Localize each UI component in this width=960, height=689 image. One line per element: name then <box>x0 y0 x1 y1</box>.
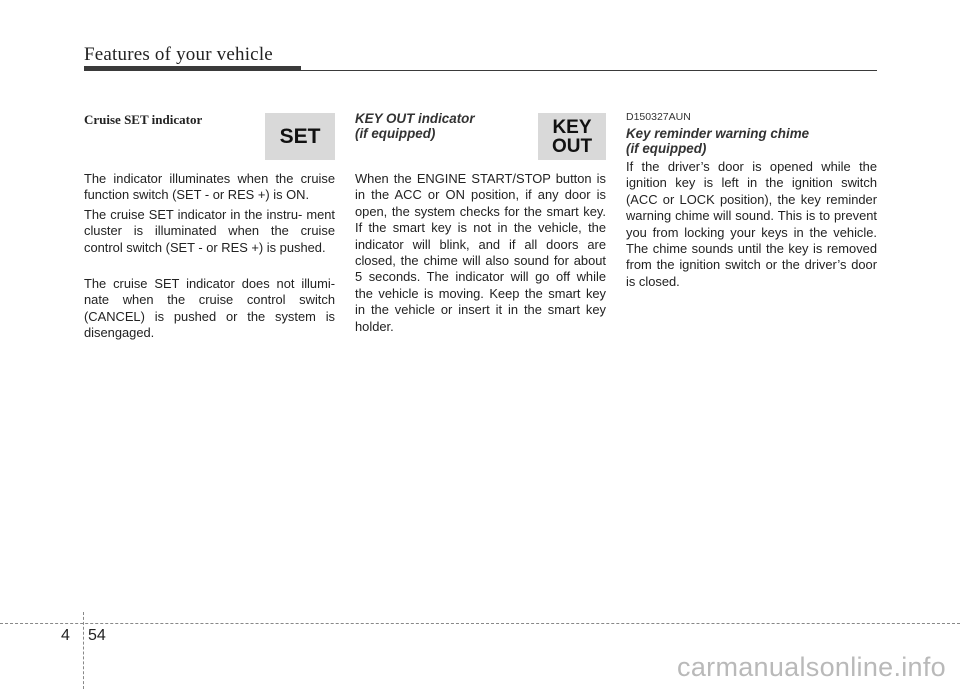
key-reminder-heading: Key reminder warning chime <box>626 126 810 141</box>
footer-vertical-divider <box>83 612 84 689</box>
footer-divider <box>0 623 960 624</box>
page-header-title: Features of your vehicle <box>84 44 273 65</box>
header-rule-thick <box>84 66 301 71</box>
cruise-set-paragraph-2: The cruise SET indicator in the instru- ment cluster is illuminated when the cruise control switch (SET - or RES +) is pushed. <box>84 207 335 255</box>
key-out-heading: KEY OUT indicator <box>355 111 475 126</box>
cruise-set-paragraph-3: The cruise SET indicator does not illumi- nate when the cruise control switch (CANCEL) is pushed or the system is disengaged. <box>84 276 335 341</box>
section-number: 4 <box>61 627 70 644</box>
header-rule-thin <box>301 70 877 71</box>
key-out-paragraph: When the ENGINE START/STOP button is in the ACC or ON position, if any door is open, the system checks for the smart key. If the smart key is not in the vehicle, the indicator will blink, and if all doors are closed, the chime will also sound for about 5 seconds. The indicator will go off while the vehicle is moving. Keep the smart key in the vehicle or insert it in the smart key holder. <box>355 171 606 334</box>
section-code: D150327AUN <box>626 111 691 123</box>
watermark: carmanualsonline.info <box>677 652 946 682</box>
key-reminder-heading-subtitle: (if equipped) <box>626 141 707 156</box>
cruise-set-heading: Cruise SET indicator <box>84 112 203 127</box>
set-indicator-icon: SET <box>265 113 335 160</box>
key-reminder-paragraph: If the driver’s door is opened while the ignition key is left in the ignition switch (ACC or LOCK position), the key reminder warning chime will sound. This is to prevent you from locking your keys in the vehicle. The chime sounds until the key is removed from the ignition switch or the driver’s door is closed. <box>626 159 877 289</box>
cruise-set-paragraph-1: The indicator illuminates when the cruise function switch (SET - or RES +) is ON. <box>84 171 335 203</box>
key-out-heading-subtitle: (if equipped) <box>355 126 436 141</box>
page-number: 54 <box>88 627 106 644</box>
key-out-indicator-icon: KEY OUT <box>538 113 606 160</box>
